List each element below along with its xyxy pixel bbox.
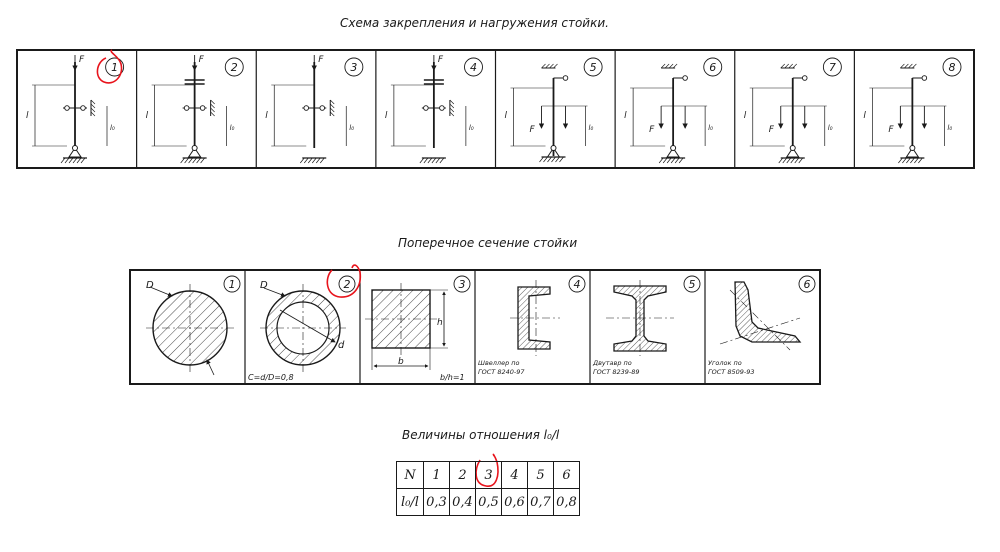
- force-label: F: [888, 125, 894, 135]
- length0-label: l₀: [110, 124, 115, 132]
- section-square: [365, 283, 465, 382]
- section-title: Поперечное сечение стойки: [398, 236, 578, 250]
- scheme-cell-6: [615, 50, 722, 168]
- scheme-number: 3: [350, 61, 358, 74]
- ratio-table: [396, 461, 580, 516]
- table-cell: 0,3: [424, 489, 450, 516]
- scheme-number: 4: [470, 61, 477, 74]
- scheme-cells: [26, 50, 961, 168]
- length-label: l: [624, 111, 627, 121]
- section-6-gost-line-2: ГОСТ 8509-93: [708, 368, 755, 376]
- force-label: F: [529, 125, 535, 135]
- scheme-number: 2: [230, 61, 238, 74]
- scheme-cell-5: [496, 50, 603, 168]
- length0-label: l₀: [708, 124, 713, 132]
- table-cell: 0,8: [554, 489, 580, 516]
- length-label: l: [384, 111, 388, 121]
- table-cell: 1: [424, 462, 450, 489]
- length0-label: l₀: [468, 124, 474, 132]
- scheme-number: 1: [111, 61, 119, 74]
- table-cell: 0,6: [502, 489, 528, 516]
- section-tube: [248, 280, 346, 382]
- section-number: 2: [343, 278, 351, 291]
- section-4-gost-line-1: Швеллер по: [478, 359, 520, 367]
- length-label: l: [504, 111, 508, 121]
- table-cell: 6: [554, 462, 580, 489]
- scheme-title: Схема закрепления и нагружения стойки.: [340, 16, 609, 30]
- section-number: 5: [688, 278, 696, 291]
- section-channel: [478, 280, 560, 376]
- length-label: l: [265, 111, 268, 121]
- section-5-gost-line-2: ГОСТ 8239-89: [593, 368, 640, 376]
- table-cell: 2: [450, 462, 476, 489]
- scheme-cell-1: [26, 55, 124, 163]
- section-2-ratio-label: C=d/D=0,8: [248, 373, 294, 382]
- section-ibeam: [592, 280, 674, 376]
- scheme-cell-8: [854, 50, 961, 168]
- length-label: l: [743, 111, 747, 121]
- section-1-diameter-label: D: [146, 280, 154, 291]
- length-label: l: [26, 111, 29, 121]
- scheme-number: 5: [589, 61, 597, 74]
- force-label: F: [198, 55, 204, 65]
- force-label: F: [79, 55, 85, 65]
- ratio-table-value-row: [397, 489, 580, 516]
- highlight-marks: [97, 50, 498, 486]
- section-circle: [146, 280, 234, 375]
- section-number: 6: [803, 278, 811, 291]
- section-3-height-label: h: [437, 318, 443, 328]
- section-number: 1: [228, 278, 236, 291]
- length-label: l: [863, 111, 866, 121]
- length0-label: l₀: [229, 124, 235, 132]
- section-number: 4: [573, 278, 581, 291]
- section-2-outer-diameter-label: D: [260, 280, 268, 291]
- section-5-gost-line-1: Двутавр по: [593, 359, 632, 367]
- section-4-gost-line-2: ГОСТ 8240-97: [478, 368, 525, 376]
- scheme-number: 8: [948, 61, 956, 74]
- scheme-cell-3: [256, 50, 363, 168]
- section-6-gost-line-1: Уголок по: [708, 359, 742, 367]
- section-number: 3: [458, 278, 466, 291]
- force-label: F: [318, 55, 324, 65]
- table-cell: 3: [476, 462, 502, 489]
- table-cell: 0,5: [476, 489, 502, 516]
- table-cell: l₀/l: [397, 489, 424, 516]
- table-cell: 0,7: [528, 489, 554, 516]
- section-3-width-label: b: [398, 357, 404, 367]
- force-label: F: [768, 125, 774, 135]
- section-angle: [708, 282, 800, 376]
- length0-label: l₀: [349, 124, 355, 132]
- section-3-ratio-label: b/h=1: [440, 373, 465, 382]
- ratio-table-header-row: [397, 462, 580, 489]
- force-label: F: [649, 125, 655, 135]
- table-cell: 0,4: [450, 489, 476, 516]
- force-label: F: [437, 55, 444, 65]
- section-2-inner-diameter-label: d: [338, 340, 345, 351]
- scheme-number: 7: [828, 61, 836, 74]
- scheme-cell-4: [376, 50, 483, 168]
- length0-label: l₀: [947, 124, 953, 132]
- scheme-cell-7: [735, 50, 842, 168]
- length0-label: l₀: [827, 124, 833, 132]
- length-label: l: [145, 111, 149, 121]
- table-cell: 5: [528, 462, 554, 489]
- table-cell: N: [397, 462, 424, 489]
- length0-label: l₀: [588, 124, 594, 132]
- scheme-cell-2: [137, 50, 244, 168]
- ratio-title: Величины отношения l₀/l: [402, 428, 560, 442]
- scheme-number: 6: [709, 61, 717, 74]
- table-cell: 4: [502, 462, 528, 489]
